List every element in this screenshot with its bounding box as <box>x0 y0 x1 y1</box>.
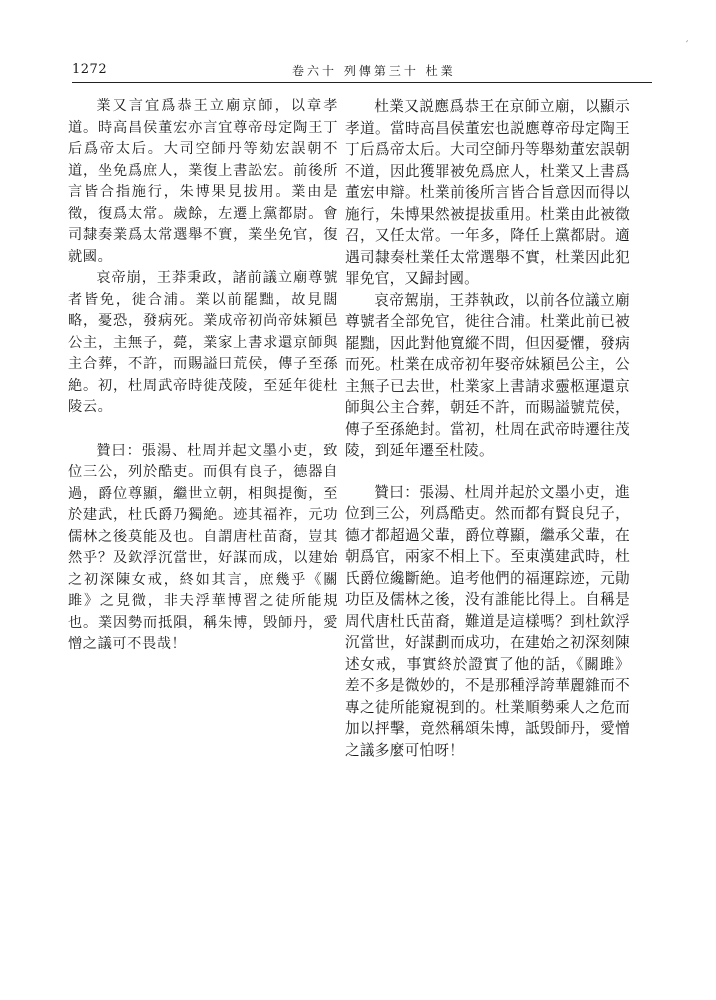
translation-column <box>345 96 630 761</box>
classical-zan-paragraph: 贊曰：張湯、杜周并起文墨小吏，致位三公，列於酷吏。而俱有良子，德器自過，爵位尊顯，繼世立朝，相與提衡，至於建武，杜氏爵乃獨絶。迹其福祚，元功儒林之後莫能及也。自謂唐杜苗裔，豈其然乎？及欽浮沉當世，好謀而成，以建始之初深陳女戒，終如其言，庶幾乎《關雎》之見微，非夫浮華博習之徒所能規也。業因勢而抵隕，稱朱博，毁師丹，愛憎之議可不畏哉！ <box>68 442 338 652</box>
classical-paragraph-2: 哀帝崩，王莽秉政，諸前議立廟尊號者皆免，徙合浦。業以前罷黜，故見闊略，憂恐，發病死。業成帝初尚帝妹潁邑公主，主無子，薨，業家上書求還京師與主合葬，不許，而賜謚曰荒侯，傳子至孫絶。初，杜周武帝時徙茂陵，至延年徙杜陵云。 <box>68 270 338 415</box>
translation-paragraph-2: 哀帝駕崩，王莽執政，以前各位議立廟尊號者全部免官，徙往合浦。杜業此前已被罷黜，因此對他寬縱不問，但因憂懼，發病而死。杜業在成帝初年娶帝妹潁邑公主，公主無子已去世，杜業家上書請求靈柩運還京師與公主合葬，朝廷不許，而賜謚號荒侯，傳子至孫絶封。當初，杜周在武帝時遷往茂陵，到延年遷至杜陵。 <box>345 291 630 459</box>
section-gap <box>345 462 630 482</box>
section-gap <box>68 419 338 441</box>
classical-text-column <box>68 96 338 656</box>
header-rule <box>72 82 652 83</box>
classical-paragraph-1: 業又言宜爲恭王立廟京師，以章孝道。時高昌侯董宏亦言宜尊帝母定陶王丁后爲帝太后。大司空師丹等劾宏誤朝不道，坐免爲庶人，業復上書訟宏。前後所言皆合指施行，朱博果見拔用。業由是徵，復爲太常。歲餘，左遷上黨都尉。會司隸奏業爲太常選舉不實，業坐免官，復就國。 <box>68 98 338 265</box>
page-header <box>72 60 652 82</box>
translation-paragraph-1: 杜業又説應爲恭王在京師立廟，以顯示孝道。當時高昌侯董宏也説應尊帝母定陶王丁后爲帝太后。大司空師丹等舉劾董宏誤朝不道，因此獲罪被免爲庶人，杜業又上書爲董宏申辯。杜業前後所言皆合旨意因而得以施行，朱博果然被提拔重用。杜業由此被徵召，又任太常。一年多，降任上黨都尉。適遇司隸奏杜業任太常選舉不實，杜業因此犯罪免官，又歸封國。 <box>345 98 630 287</box>
margin-mark: ′ <box>686 40 689 51</box>
running-head: 卷六十 列傳第三十 杜業 <box>292 64 456 78</box>
translation-zan-paragraph: 贊曰：張湯、杜周并起於文墨小吏，進位到三公，列爲酷吏。然而都有賢良兒子，德才都超過父輩，爵位尊顯，繼承父輩，在朝爲官，兩家不相上下。至東漢建武時，杜氏爵位纔斷絶。追考他們的福運踪迹，元勛功臣及儒林之後，没有誰能比得上。自稱是周代唐杜氏苗裔，難道是這樣嗎？到杜欽浮沉當世，好謀劃而成功，在建始之初深刻陳述女戒，事實終於證實了他的話，《關雎》差不多是微妙的，不是那種浮誇華麗雜而不專之徒所能窺視到的。杜業順勢乘人之危而加以抨擊，竟然稱頌朱博，詆毁師丹，愛憎之議多麼可怕呀！ <box>345 483 630 759</box>
page-number: 1272 <box>72 62 108 77</box>
